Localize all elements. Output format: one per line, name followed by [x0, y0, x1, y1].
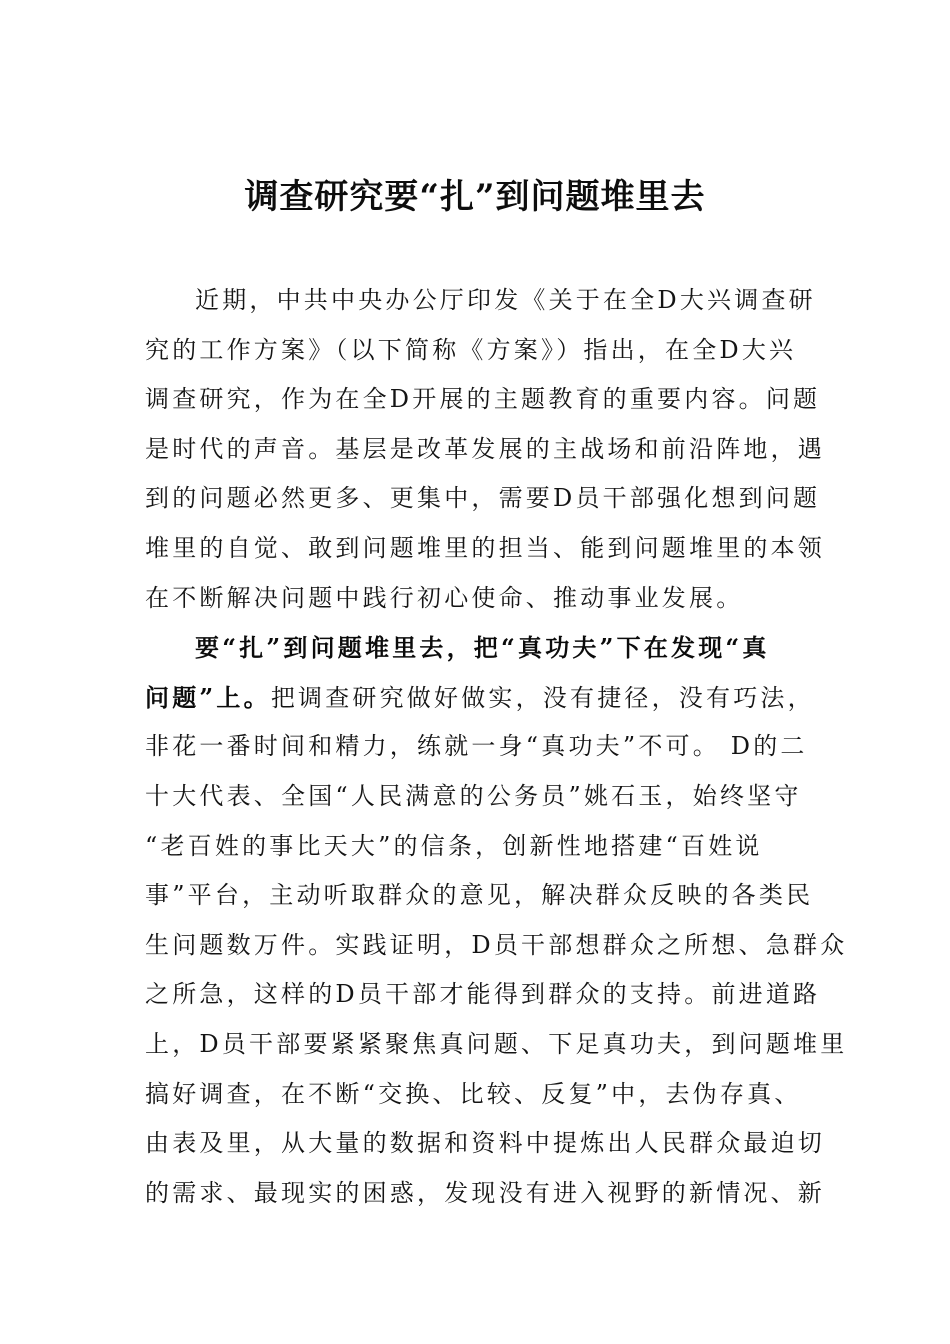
paragraph-line: 在不断解决问题中践行初心使命、推动事业发展。: [145, 583, 744, 612]
paragraph-line: 之所急，这样的D员干部才能得到群众的支持。前进道路: [145, 980, 821, 1009]
paragraph-line: 调查研究，作为在全D开展的主题教育的重要内容。问题: [145, 385, 821, 414]
paragraph-1: [145, 276, 825, 623]
paragraph-line: 生问题数万件。实践证明，D员干部想群众之所想、急群众: [145, 930, 848, 959]
paragraph-line: 的需求、最现实的困惑，发现没有进入视野的新情况、新: [145, 1178, 825, 1207]
paragraph-line: 上，D员干部要紧紧聚焦真问题、下足真功夫，到问题堆里: [145, 1029, 848, 1058]
paragraph-line: 到的问题必然更多、更集中，需要D员干部强化想到问题: [145, 484, 821, 513]
paragraph-line: 堆里的自觉、敢到问题堆里的担当、能到问题堆里的本领: [145, 533, 825, 562]
paragraph-line: 究的工作方案》（以下简称《方案》）指出，在全D大兴: [145, 335, 797, 364]
paragraph-text: 把调查研究做好做实，没有捷径，没有巧法，: [270, 683, 815, 712]
paragraph-line: 由表及里，从大量的数据和资料中提炼出人民群众最迫切: [145, 1129, 825, 1158]
document-body: [145, 276, 848, 1218]
paragraph-line: 事”平台，主动听取群众的意见，解决群众反映的各类民: [145, 881, 814, 910]
paragraph-line: 搞好调查，在不断“交换、比较、反复”中，去伪存真、: [145, 1079, 802, 1108]
paragraph-2: [145, 623, 848, 1218]
bold-lead-text: 要“扎”到问题堆里去，把“真功夫”下在发现“真: [195, 633, 770, 663]
paragraph-line: [145, 673, 815, 723]
paragraph-line: “老百姓的事比天大”的信条，创新性地搭建“百姓说: [145, 831, 763, 860]
paragraph-line: 十大代表、全国“人民满意的公务员”姚石玉，始终坚守: [145, 781, 802, 810]
paragraph-line: 是时代的声音。基层是改革发展的主战场和前沿阵地，遇: [145, 434, 825, 463]
paragraph-line: 非花一番时间和精力，练就一身“真功夫”不可。 D的二: [145, 732, 808, 761]
paragraph-line: [145, 623, 810, 673]
document-title: 调查研究要“扎”到问题堆里去: [244, 177, 706, 217]
bold-lead-text: 问题”上。: [145, 682, 271, 712]
paragraph-line: 近期，中共中央办公厅印发《关于在全D大兴调查研: [195, 286, 816, 314]
